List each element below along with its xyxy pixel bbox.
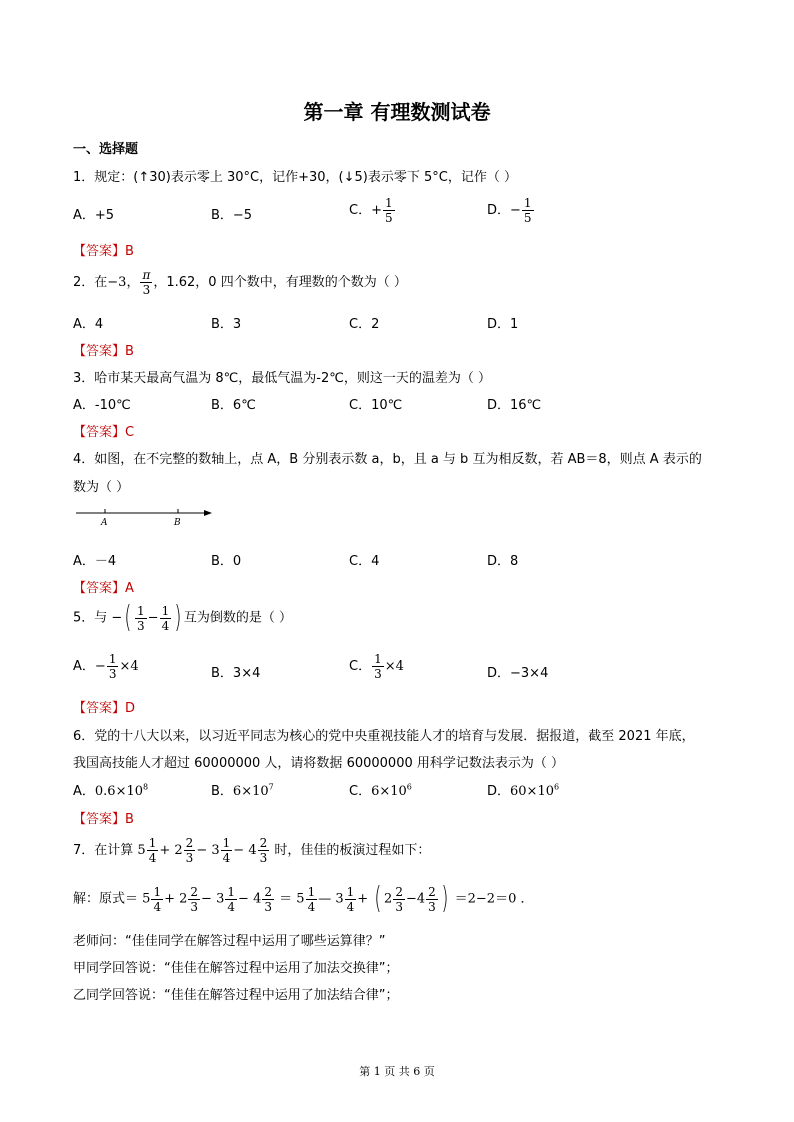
- q5-option-a: A．− $\frac{1}{3}$ ×4: [73, 652, 139, 681]
- q4-option-b: B．0: [211, 554, 242, 569]
- page-footer: 第 1 页 共 6 页: [359, 1065, 435, 1078]
- q5-option-d: D．−3×4: [487, 666, 549, 681]
- question-3-stem: 3．哈市某天最高气温为 8℃，最低气温为-2℃，则这一天的温差为（ ）: [73, 371, 491, 386]
- q2-answer: 【答案】B: [73, 344, 134, 359]
- q2-option-b: B．3: [211, 317, 242, 332]
- question-5-stem: 5．与 −( $\frac{1}{3}$ − $\frac{1}{4}$ ) 互为倒数的是（ ）: [73, 600, 293, 635]
- q2-option-c: C．2: [349, 317, 380, 332]
- q6-option-a: A．$0.6\times 10^8$: [73, 782, 149, 799]
- question-6-line-1: 6．党的十八大以来，以习近平同志为核心的党中央重视技能人才的培育与发展．据报道，截至 2021 年底，: [73, 729, 695, 744]
- q2-option-d: D．1: [487, 317, 519, 332]
- question-4-line-2: 数为（ ）: [73, 480, 130, 495]
- q5-option-c: C． $\frac{1}{3}$ ×4: [349, 652, 404, 681]
- q5-answer: 【答案】D: [73, 701, 136, 716]
- q3-option-d: D．16℃: [487, 398, 542, 413]
- page-title: 第一章 有理数测试卷: [303, 100, 491, 124]
- q1-answer: 【答案】B: [73, 244, 134, 259]
- q4-option-d: D．8: [487, 554, 519, 569]
- question-7-student-jia: 甲同学回答说：“佳佳在解答过程中运用了加法交换律”；: [73, 961, 399, 976]
- q1-option-b: B．−5: [211, 208, 253, 223]
- q5-option-b: B．3×4: [211, 666, 261, 681]
- number-line-arrow: [204, 510, 212, 516]
- q1-option-d: D．− $\frac{1}{5}$: [487, 196, 532, 225]
- question-7-teacher: 老师问：“佳佳同学在解答过程中运用了哪些运算律？”: [73, 934, 386, 949]
- q6-option-b: B．$6\times 10^7$: [211, 782, 274, 799]
- question-2-stem: 2．在−3， $\frac{\pi}{3}$ ，1.62，0 四个数中，有理数的个数为（ ）: [73, 268, 407, 297]
- q2-option-a: A．4: [73, 317, 104, 332]
- section-heading: 一、选择题: [73, 142, 139, 157]
- q3-option-b: B．6℃: [211, 398, 256, 413]
- question-6-line-2: 我国高技能人才超过 60000000 人，请将数据 60000000 用科学记数法表示为（ ）: [73, 756, 564, 771]
- question-7-solution: 解：原式＝ 5 $\frac{1}{4}$ + 2 $\frac{2}{3}$ − 3 $\frac{1}{4}$ − 4 $\frac{2}{3}$ ＝ 5 $\frac{1}{4}$ — 3 $\frac{1}{4}$ + ( 2 $\frac{2}{3}$ −4 $\frac{2}{3}$ ) ＝2−2＝0 ．: [73, 881, 534, 916]
- q4-answer: 【答案】A: [73, 581, 134, 596]
- q6-option-c: C．$6\times 10^6$: [349, 782, 412, 799]
- point-a-label: A: [101, 518, 108, 528]
- q3-option-c: C．10℃: [349, 398, 403, 413]
- question-1-stem: 1．规定：(↑30)表示零上 30°C，记作+30，(↓5)表示零下 5°C，记作（ ）: [73, 170, 517, 185]
- q6-answer: 【答案】B: [73, 812, 134, 827]
- point-b-label: B: [174, 518, 181, 528]
- number-line-figure: [70, 500, 220, 530]
- q4-option-c: C．4: [349, 554, 380, 569]
- q3-answer: 【答案】C: [73, 425, 135, 440]
- question-7-student-yi: 乙同学回答说：“佳佳在解答过程中运用了加法结合律”；: [73, 988, 399, 1003]
- question-7-stem: 7．在计算 5 $\frac{1}{4}$ + 2 $\frac{2}{3}$ − 3 $\frac{1}{4}$ − 4 $\frac{2}{3}$ 时，佳佳的板演过程如下：: [73, 836, 431, 865]
- question-4-line-1: 4．如图，在不完整的数轴上，点 A，B 分别表示数 a，b，且 a 与 b 互为相反数，若 AB＝8，则点 A 表示的: [73, 452, 702, 467]
- q3-option-a: A．-10℃: [73, 398, 131, 413]
- q1-option-c: C．+ $\frac{1}{5}$: [349, 196, 393, 225]
- q4-option-a: A．－4: [73, 554, 117, 569]
- q6-option-d: D．$60\times 10^6$: [487, 782, 560, 799]
- q1-option-a: A．+5: [73, 208, 115, 223]
